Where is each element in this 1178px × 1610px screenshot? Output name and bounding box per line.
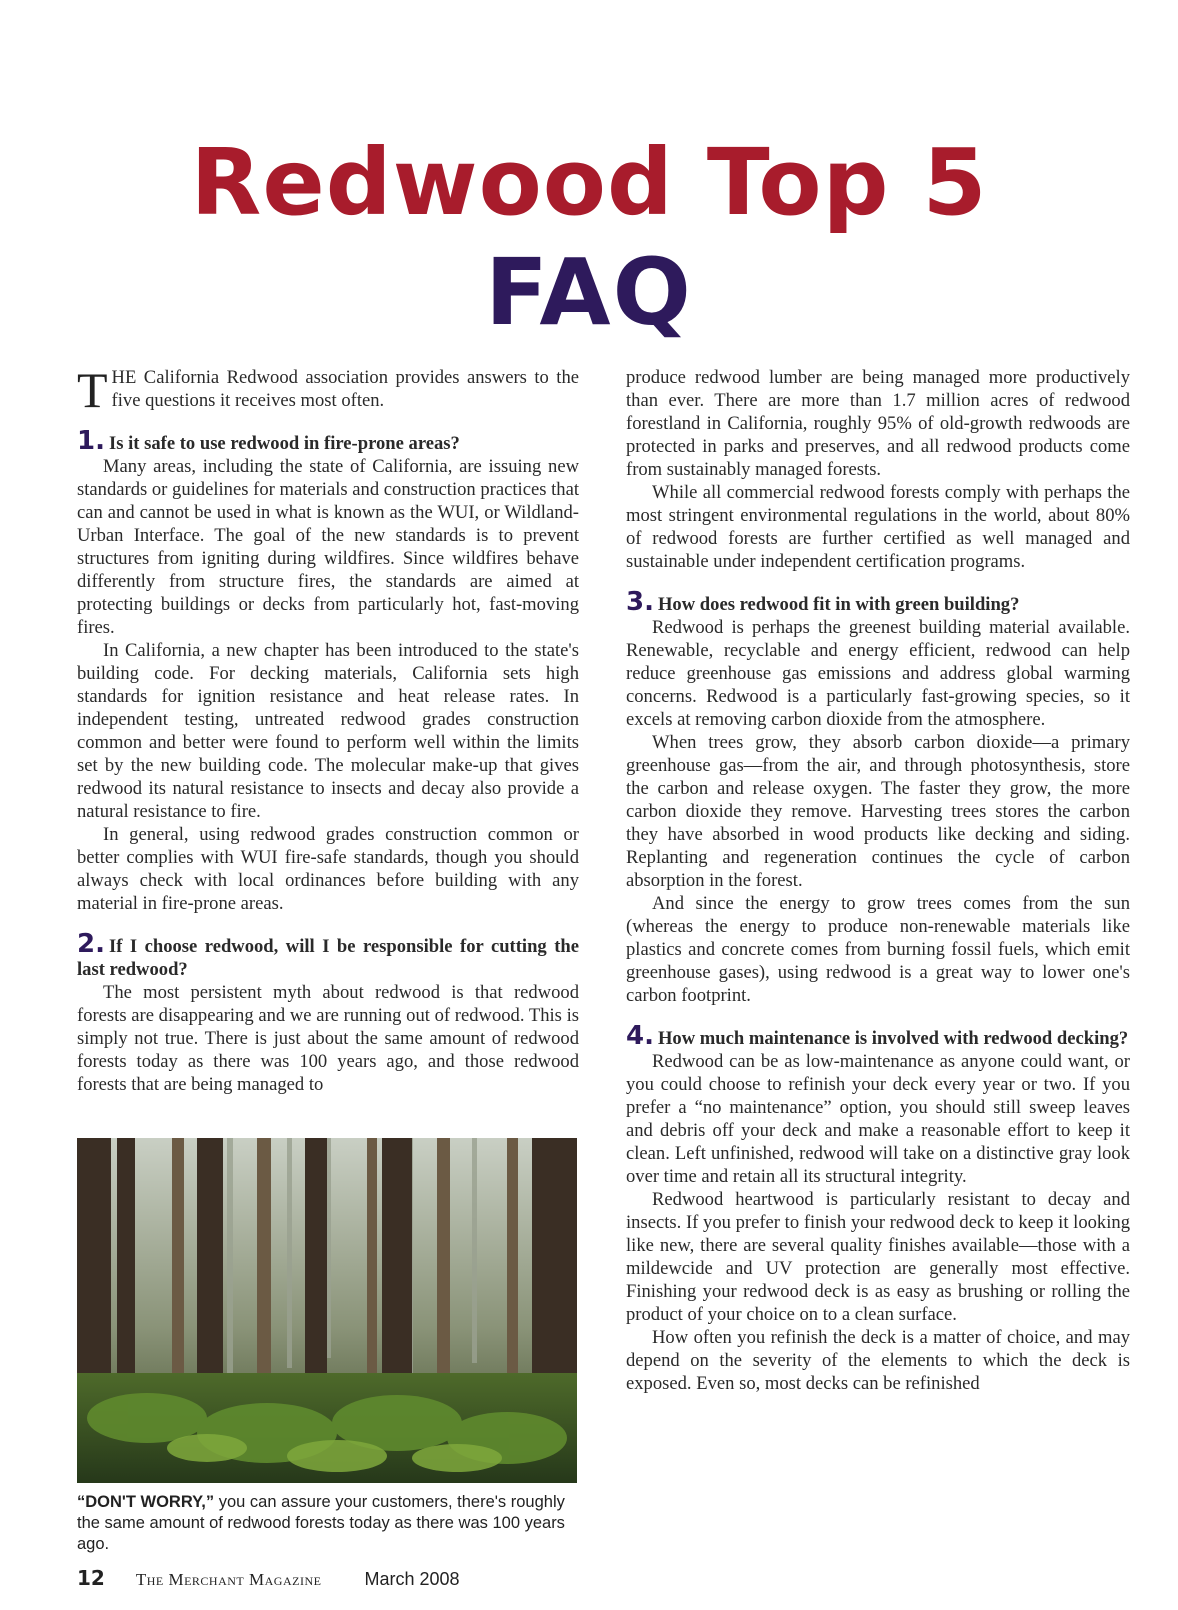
question-3-heading [626,587,1130,617]
caption-lead: “DON'T WORRY,” [77,1493,215,1511]
answer-paragraph: While all commercial redwood forests comply with perhaps the most stringent environmental regulations in the world, about 80% of redwood forests are further certified as well managed and sustainable under independent certification programs. [626,482,1130,572]
answer-paragraph: When trees grow, they absorb carbon dioxide—a primary greenhouse gas—from the air, and through photosynthesis, store the carbon and release oxygen. The faster they grow, the more carbon dioxide they remove. Harvesting trees stores the carbon they have absorbed in wood products like decking and siding. Replanting and regeneration continues the cycle of carbon absorption in the forest. [626,732,1130,891]
redwood-forest-photo [77,1138,577,1483]
magazine-name: The Merchant Magazine [135,1570,322,1589]
question-number: 3. [626,587,654,617]
answer-paragraph: Redwood can be as low-maintenance as anyone could want, or you could choose to refinish your deck every year or two. If you prefer a “no maintenance” option, you should still sweep leaves and debris off your deck and make a reasonable effort to keep it clean. Left unfinished, redwood will take on a distinctive gray look over time and retain all its structural integrity. [626,1051,1130,1187]
question-number: 2. [77,929,105,959]
forest-illustration [77,1138,577,1483]
question-text: If I choose redwood, will I be responsible for cutting the last redwood? [77,936,579,980]
answer-paragraph: produce redwood lumber are being managed more productively than ever. There are more than 1.7 million acres of redwood forestland in California, roughly 95% of old-growth redwoods are protected in parks and preserves, and all redwood products come from sustainably managed forests. [626,367,1130,480]
question-4-heading [626,1021,1130,1051]
answer-paragraph: In general, using redwood grades construction common or better complies with WUI fire-safe standards, though you should always check with local ordinances before building with any material in fire-prone areas. [77,824,579,914]
photo-caption [77,1492,582,1555]
intro-text: HE California Redwood association provides answers to the five questions it receives most often. [111,367,579,411]
headline: Redwood Top 5 [190,129,988,236]
right-column [626,366,1130,1395]
answer-paragraph: Redwood heartwood is particularly resistant to decay and insects. If you prefer to finish your redwood deck to keep it looking like new, there are several quality finishes available—those with a mildewcide and UV protection are generally most effective. Finishing your redwood deck is as easy as brushing or rolling the product of your choice on to a clean surface. [626,1189,1130,1325]
answer-paragraph: How often you refinish the deck is a matter of choice, and may depend on the severity of the elements to which the deck is exposed. Even so, most decks can be refinished [626,1327,1130,1394]
question-text: How much maintenance is involved with redwood decking? [657,1028,1129,1049]
question-text: Is it safe to use redwood in fire-prone areas? [108,433,460,454]
question-number: 1. [77,426,105,456]
answer-paragraph: And since the energy to grow trees comes from the sun (whereas the energy to produce non-renewable materials like plastics and concrete comes from burning fossil fuels, which emit greenhouse gases), using redwood is a great way to lower one's carbon footprint. [626,893,1130,1006]
headline-faq: FAQ [485,239,693,346]
answer-paragraph: The most persistent myth about redwood is that redwood forests are disappearing and we are running out of redwood. This is simply not true. There is just about the same amount of redwood forests today as there was 100 years ago, and those redwood forests that are being managed to [77,982,579,1095]
question-number: 4. [626,1021,654,1051]
intro-paragraph [77,362,579,418]
answer-paragraph: In California, a new chapter has been introduced to the state's building code. For decking materials, California sets high standards for ignition resistance and heat release rates. In independent testing, untreated redwood grades construction common and better were found to perform well within the limits set by the new building code. The molecular make-up that gives redwood its natural resistance to insects and decay also provide a natural resistance to fire. [77,640,579,822]
question-2-heading [77,929,579,981]
question-text: How does redwood fit in with green building? [657,594,1020,615]
page-footer [77,1566,460,1591]
answer-paragraph: Redwood is perhaps the greenest building material available. Renewable, recyclable and energy efficient, redwood can help reduce greenhouse gas emissions and address global warming concerns. Redwood is a particularly fast-growing species, so it excels at removing carbon dioxide from the atmosphere. [626,617,1130,730]
left-column [77,362,579,1096]
answer-paragraph: Many areas, including the state of California, are issuing new standards or guidelines for materials and construction practices that can and cannot be used in what is known as the WUI, or Wildland-Urban Interface. The goal of the new standards is to prevent structures from igniting during wildfires. Since wildfires behave differently from structure fires, the standards are aimed at protecting buildings or decks from particularly hot, fast-moving fires. [77,456,579,638]
question-1-heading [77,426,579,456]
drop-cap: T [77,362,108,418]
issue-date: March 2008 [364,1569,460,1589]
caption-text: you can assure your customers, there's roughly the same amount of redwood forests today as there was 100 years ago. [77,1493,565,1553]
page-number: 12 [77,1566,105,1590]
